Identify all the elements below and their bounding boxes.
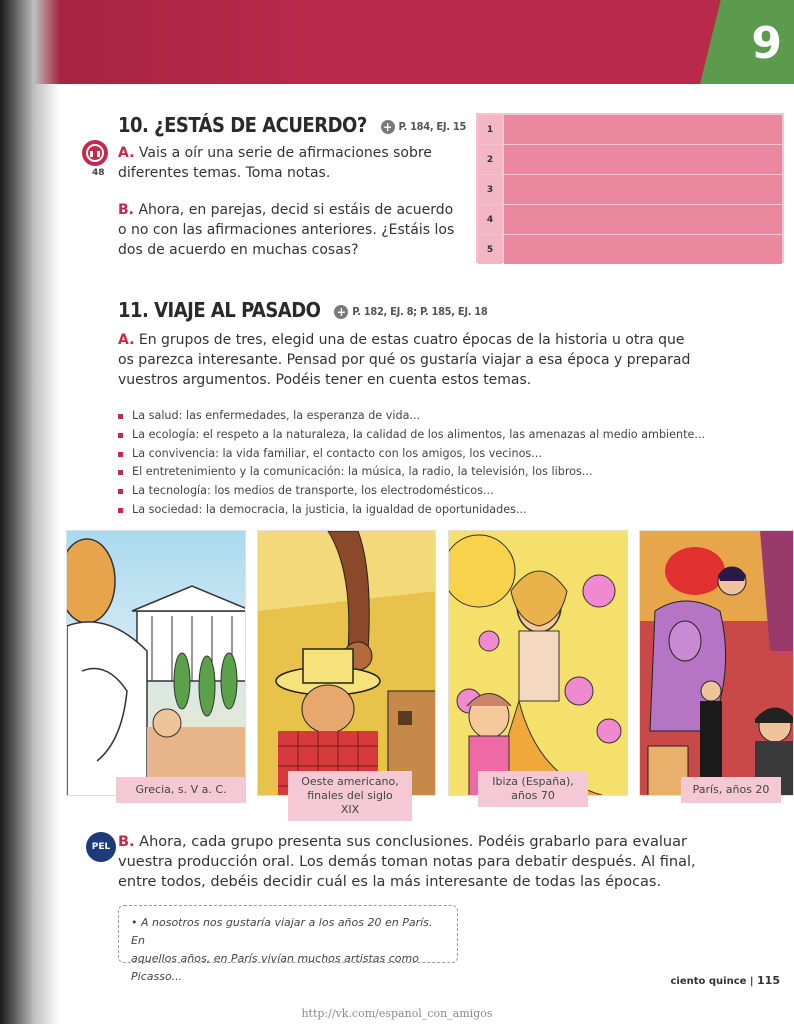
- topic-item: La sociedad: la democracia, la justicia, la igualdad de oportunidades...: [118, 501, 705, 520]
- page-number: 115: [757, 974, 780, 987]
- exercise-10-b-label: B.: [118, 202, 134, 218]
- exercise-10-b: [118, 200, 454, 260]
- notes-table: [476, 113, 784, 263]
- notes-row: [478, 115, 782, 144]
- row-number: 2: [478, 145, 502, 174]
- exercise-10-ref-text: P. 184, EJ. 15: [398, 120, 467, 133]
- watermark-url: http://vk.com/espanol_con_amigos: [301, 1007, 493, 1020]
- caption-greece: Grecia, s. V a. C.: [116, 777, 246, 803]
- exercise-11-ref-text: P. 182, EJ. 8; P. 185, EJ. 18: [352, 305, 488, 318]
- exercise-11-a: [118, 330, 690, 390]
- pel-badge-icon: PEL: [86, 832, 116, 862]
- row-number: 1: [478, 115, 502, 144]
- page-footer: [670, 974, 780, 987]
- exercise-11-a-line2: os parezca interesante. Pensad por qué os gustaría viajar a esa época y preparad: [118, 352, 691, 368]
- exercise-11-title-text: 11. VIAJE AL PASADO: [118, 298, 321, 322]
- topic-item: La ecología: el respeto a la naturaleza, la calidad de los alimentos, las amenazas al medio ambiente...: [118, 426, 705, 445]
- topic-item: El entretenimiento y la comunicación: la música, la radio, la televisión, los libros...: [118, 463, 705, 482]
- example-quote-line2: aquellos años, en París vivían muchos artistas como Picasso...: [131, 952, 419, 983]
- topic-item: La salud: las enfermedades, la esperanza de vida...: [118, 407, 705, 426]
- exercise-10-a: [118, 143, 432, 183]
- exercise-10-a-line2: diferentes temas. Toma notas.: [118, 165, 331, 181]
- notes-row: [478, 235, 782, 264]
- notes-row: [478, 205, 782, 234]
- row-number: 5: [478, 235, 502, 264]
- exercise-11-ref: [334, 305, 487, 319]
- wild-west-illustration: [257, 530, 436, 796]
- exercise-11-b-label: B.: [118, 834, 135, 850]
- exercise-10-a-line1: Vais a oír una serie de afirmaciones sobre: [138, 145, 432, 161]
- exercise-11-a-line1: En grupos de tres, elegid una de estas cuatro épocas de la historia u otra que: [138, 332, 685, 348]
- exercise-11-b-line2: vuestra producción oral. Los demás toman notas para debatir después. Al final,: [118, 854, 696, 870]
- plus-icon: +: [381, 120, 395, 134]
- example-quote-line1: • A nosotros nos gustaría viajar a los años 20 en París. En: [131, 916, 433, 947]
- exercise-11-title: [118, 298, 487, 322]
- topic-item: La tecnología: los medios de transporte, los electrodomésticos...: [118, 482, 705, 501]
- ibiza-illustration: [448, 530, 628, 796]
- topic-list: [118, 407, 705, 520]
- paris-illustration: [639, 530, 794, 796]
- exercise-10-b-line2: o no con las afirmaciones anteriores. ¿Estáis los: [118, 222, 455, 238]
- book-binding-shadow: [0, 0, 60, 1024]
- exercise-11-b: [118, 832, 696, 892]
- caption-wild-west-line1: Oeste americano,: [301, 775, 399, 788]
- caption-paris: París, años 20: [681, 777, 781, 803]
- exercise-11-b-line3: entre todos, debéis decidir cuál es la más interesante de todas las épocas.: [118, 874, 662, 890]
- notes-row: [478, 175, 782, 204]
- exercise-10-title-text: 10. ¿ESTÁS DE ACUERDO?: [118, 113, 367, 137]
- exercise-10-b-line1: Ahora, en parejas, decid si estáis de acuerdo: [138, 202, 454, 218]
- notes-cell[interactable]: [504, 115, 782, 144]
- row-number: 4: [478, 205, 502, 234]
- page-number-words: ciento quince |: [670, 976, 754, 987]
- exercise-11-b-line1: Ahora, cada grupo presenta sus conclusiones. Podéis grabarlo para evaluar: [139, 834, 687, 850]
- caption-ibiza-line2: años 70: [511, 789, 555, 802]
- notes-cell[interactable]: [504, 235, 782, 264]
- caption-wild-west-line2: finales del siglo XIX: [307, 789, 393, 816]
- exercise-11-a-line3: vuestros argumentos. Podéis tener en cuenta estos temas.: [118, 372, 532, 388]
- topic-item: La convivencia: la vida familiar, el contacto con los amigos, los vecinos...: [118, 445, 705, 464]
- row-number: 3: [478, 175, 502, 204]
- exercise-10-ref: [381, 120, 467, 134]
- chapter-number: 9: [751, 18, 782, 69]
- caption-wild-west: [288, 771, 412, 821]
- exercise-10-b-line3: dos de acuerdo en muchas cosas?: [118, 242, 359, 258]
- audio-track-icon[interactable]: [82, 140, 108, 166]
- example-quote-box: [118, 905, 458, 983]
- notes-row: [478, 145, 782, 174]
- top-color-band: [0, 0, 794, 84]
- notes-cell[interactable]: [504, 175, 782, 204]
- plus-icon: +: [334, 305, 348, 319]
- audio-track-number: 48: [92, 168, 105, 178]
- greece-illustration: [66, 530, 246, 796]
- caption-ibiza-line1: Ibiza (España),: [492, 775, 574, 788]
- caption-ibiza: [478, 771, 588, 807]
- exercise-11-a-label: A.: [118, 332, 135, 348]
- exercise-10-a-label: A.: [118, 145, 135, 161]
- notes-cell[interactable]: [504, 205, 782, 234]
- notes-cell[interactable]: [504, 145, 782, 174]
- exercise-10-title: [118, 113, 466, 137]
